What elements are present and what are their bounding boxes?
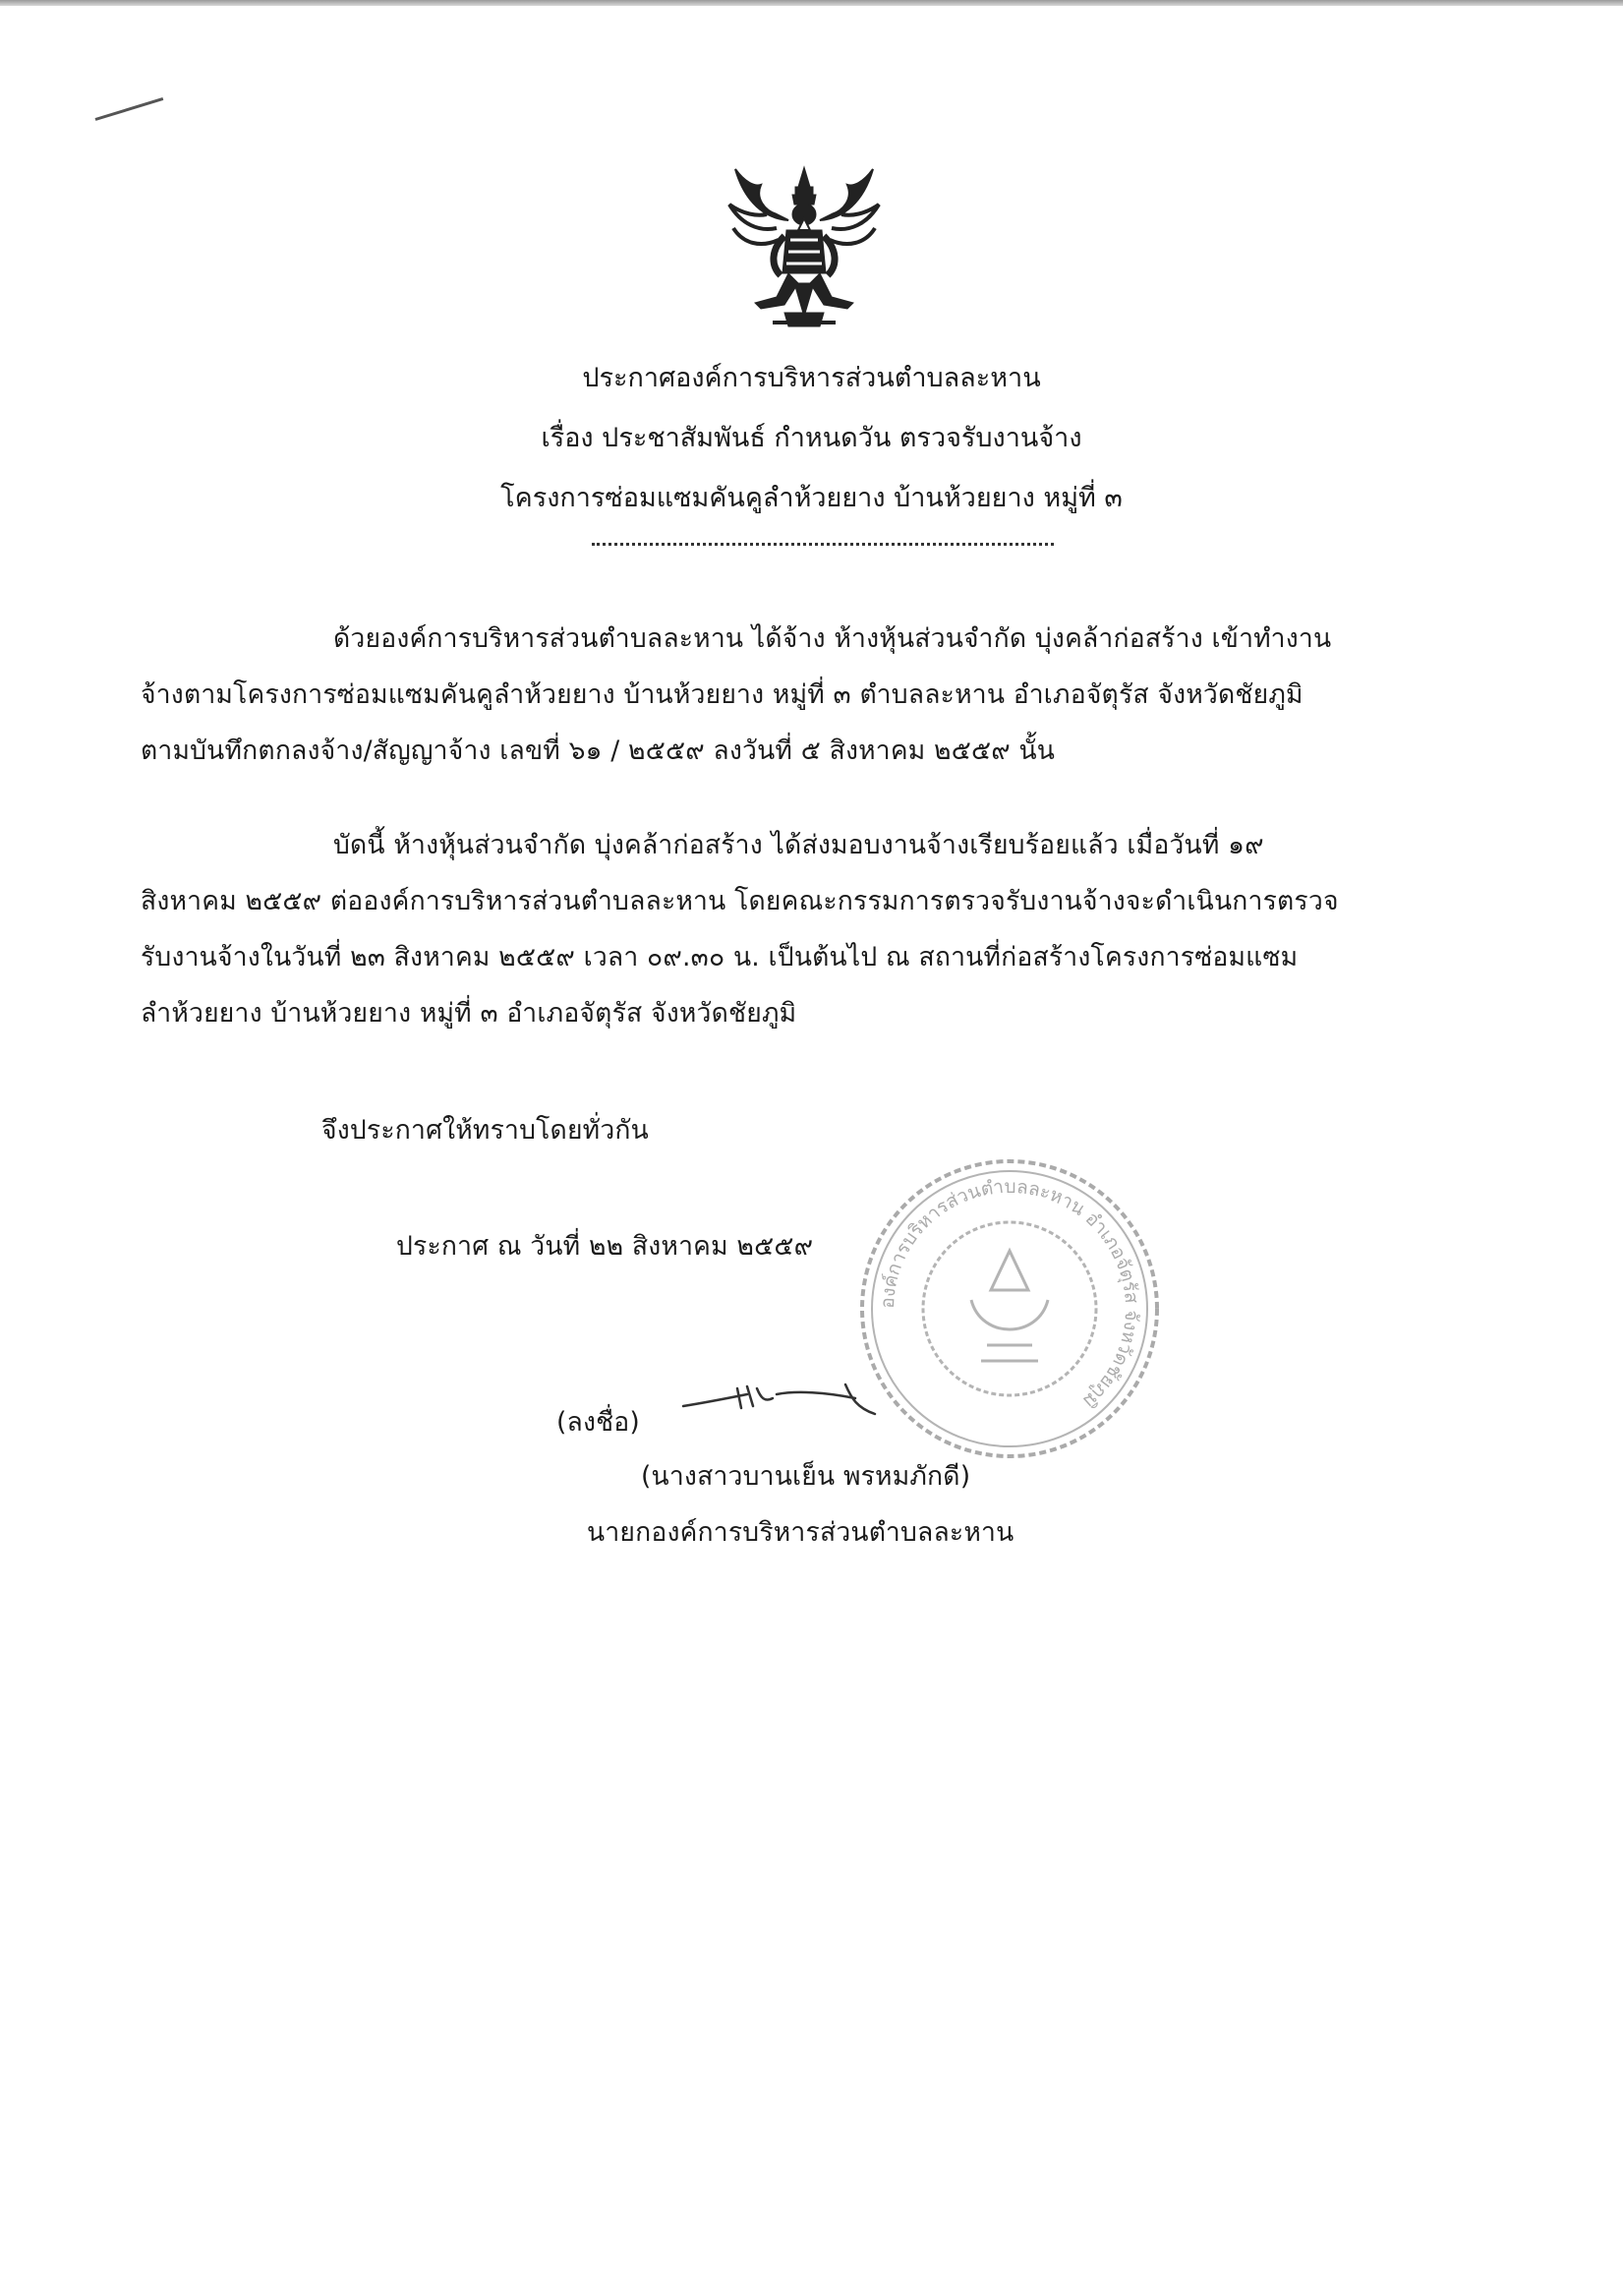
paragraph-1-line-1: ด้วยองค์การบริหารส่วนตำบลละหาน ได้จ้าง ห้างหุ้นส่วนจำกัด บุ่งคล้าก่อสร้าง เข้าทำงาน bbox=[333, 623, 1332, 654]
signed-label: (ลงชื่อ) bbox=[556, 1407, 640, 1438]
paragraph-2-line-4: ลำห้วยยาง บ้านห้วยยาง หมู่ที่ ๓ อำเภอจัตุรัส จังหวัดชัยภูมิ bbox=[141, 998, 797, 1029]
announcement-project: โครงการซ่อมแซมคันคูลำห้วยยาง บ้านห้วยยาง หมู่ที่ ๓ bbox=[500, 483, 1123, 513]
paragraph-1-line-3: ตามบันทึกตกลงจ้าง/สัญญาจ้าง เลขที่ ๖๑ / ๒๕๕๙ ลงวันที่ ๕ สิงหาคม ๒๕๕๙ นั้น bbox=[141, 736, 1056, 766]
dotted-separator bbox=[592, 543, 1054, 546]
signer-position: นายกองค์การบริหารส่วนตำบลละหาน bbox=[587, 1517, 1014, 1548]
closing-statement: จึงประกาศให้ทราบโดยทั่วกัน bbox=[321, 1115, 649, 1146]
svg-text:องค์การบริหารส่วนตำบลละหาน อำเ bbox=[877, 1176, 1142, 1413]
paragraph-2-line-3: รับงานจ้างในวันที่ ๒๓ สิงหาคม ๒๕๕๙ เวลา ๐๙.๓๐ น. เป็นต้นไป ณ สถานที่ก่อสร้างโครงการซ่อมแซม bbox=[141, 942, 1299, 972]
handwritten-signature bbox=[678, 1369, 885, 1428]
garuda-emblem-icon bbox=[716, 159, 893, 336]
signer-name: (นางสาวบานเย็น พรหมภักดี) bbox=[641, 1461, 971, 1492]
seal-text: องค์การบริหารส่วนตำบลละหาน อำเภอจัตุรัส จังหวัดชัยภูมิ bbox=[876, 1175, 1143, 1413]
paragraph-1-line-2: จ้างตามโครงการซ่อมแซมคันคูลำห้วยยาง บ้านห้วยยาง หมู่ที่ ๓ ตำบลละหาน อำเภอจัตุรัส จังหวัดชัยภูมิ bbox=[141, 679, 1304, 710]
page-top-edge bbox=[0, 0, 1623, 6]
margin-pen-mark bbox=[95, 97, 164, 121]
announcement-subject: เรื่อง ประชาสัมพันธ์ กำหนดวัน ตรวจรับงานจ้าง bbox=[541, 423, 1082, 453]
paragraph-2-line-1: บัดนี้ ห้างหุ้นส่วนจำกัด บุ่งคล้าก่อสร้าง ได้ส่งมอบงานจ้างเรียบร้อยแล้ว เมื่อวันที่ ๑๙ bbox=[333, 830, 1264, 860]
announcement-date: ประกาศ ณ วันที่ ๒๒ สิงหาคม ๒๕๕๙ bbox=[396, 1231, 814, 1262]
announcement-title: ประกาศองค์การบริหารส่วนตำบลละหาน bbox=[582, 363, 1041, 393]
paragraph-2-line-2: สิงหาคม ๒๕๕๙ ต่อองค์การบริหารส่วนตำบลละหาน โดยคณะกรรมการตรวจรับงานจ้างจะดำเนินการตรวจ bbox=[141, 886, 1339, 916]
official-seal-stamp bbox=[853, 1152, 1166, 1465]
